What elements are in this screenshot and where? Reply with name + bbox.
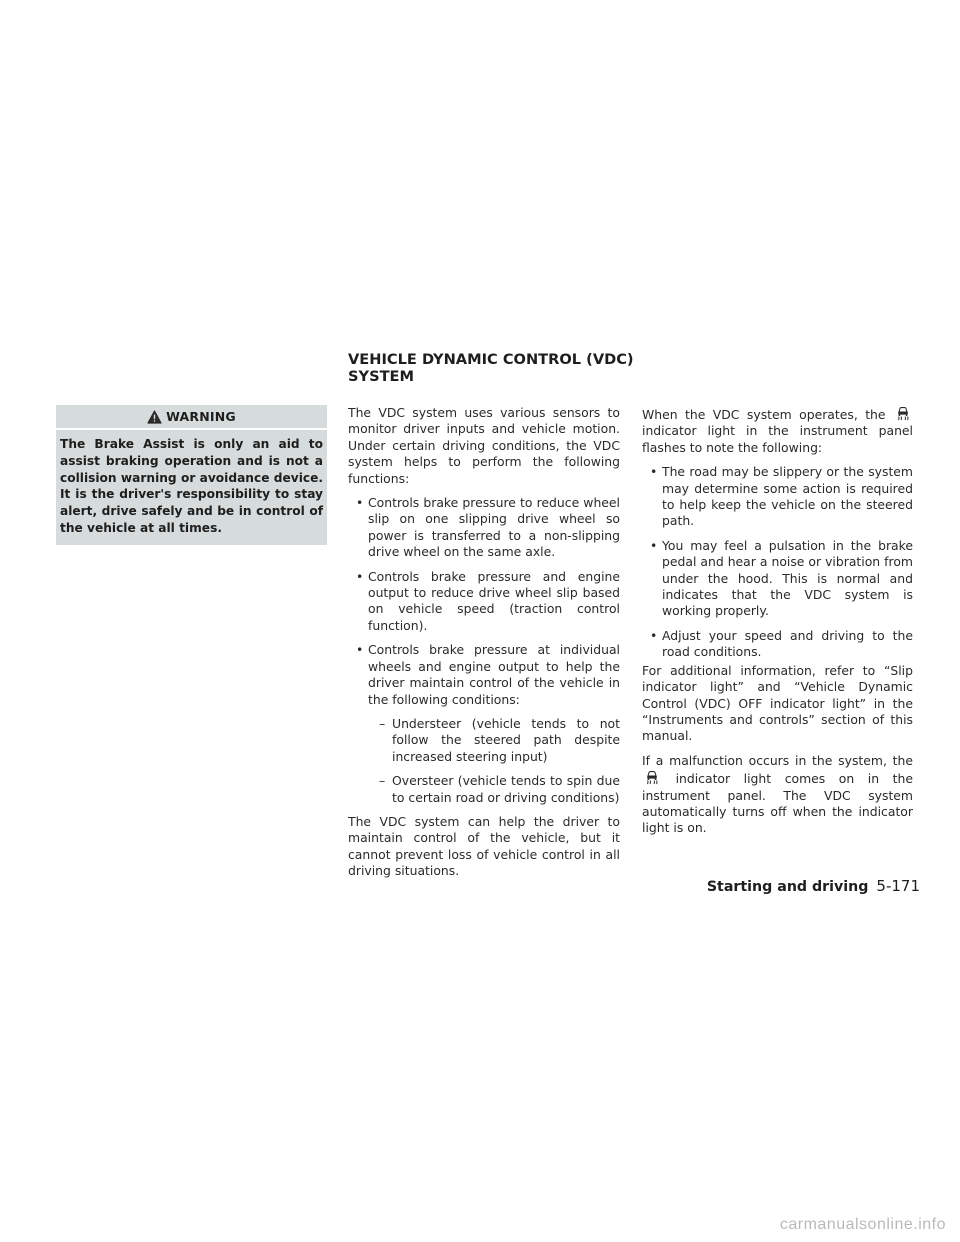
indicator-text-end: indicator light in the instrument panel flashes to note the following: xyxy=(642,423,913,455)
list-item: • Controls brake pressure and engine output to reduce drive wheel slip based on vehicle speed (traction control function). xyxy=(356,568,620,633)
watermark: carmanualsonline.info xyxy=(779,1216,946,1233)
malfunction-paragraph xyxy=(642,753,913,837)
warning-text: The Brake Assist is only an aid to assist braking operation and is not a collision warning or avoidance device. It is the driver's responsibility to stay alert, drive safely and be in control of the vehicle at all times. xyxy=(60,437,323,535)
list-item: • Controls brake pressure to reduce wheel slip on one slipping drive wheel so power is transferred to a non-slipping drive wheel on the same axle. xyxy=(356,495,620,560)
warning-triangle-icon xyxy=(147,410,162,424)
vehicle-slip-indicator-icon xyxy=(895,405,911,421)
sub-list-item: – Oversteer (vehicle tends to spin due to certain road or driving conditions) xyxy=(379,773,620,805)
warning-heading: WARNING xyxy=(166,409,236,424)
list-item-text: Controls brake pressure and engine output to reduce drive wheel slip based on vehicle speed (traction control function). xyxy=(368,568,620,633)
list-item-text: Controls brake pressure at individual wheels and engine output to help the driver maintain control of the vehicle in the following conditions: xyxy=(368,642,620,707)
warning-header xyxy=(56,405,327,428)
malfunction-text-start: If a malfunction occurs in the system, the xyxy=(642,752,913,768)
middle-column xyxy=(348,405,620,888)
closing-paragraph: The VDC system can help the driver to maintain control of the vehicle, but it cannot prevent loss of vehicle control in all driving situations. xyxy=(348,813,620,879)
warning-box xyxy=(56,405,327,545)
intro-paragraph: The VDC system uses various sensors to monitor driver inputs and vehicle motion. Under certain driving conditions, the VDC system helps to perform the following functions: xyxy=(348,405,620,486)
section-title: VEHICLE DYNAMIC CONTROL (VDC) SYSTEM xyxy=(348,351,634,385)
right-column xyxy=(642,405,913,845)
page-number: 5-171 xyxy=(876,877,920,895)
sub-list-item-text: Oversteer (vehicle tends to spin due to certain road or driving conditions) xyxy=(392,773,620,805)
sub-list-item-text: Understeer (vehicle tends to not follow the steered path despite increased steering input) xyxy=(392,715,620,764)
page-footer xyxy=(707,877,920,895)
list-item: • Adjust your speed and driving to the road conditions. xyxy=(650,627,913,660)
sub-list-item: – Understeer (vehicle tends to not follow the steered path despite increased steering input) xyxy=(379,715,620,764)
list-item-text: Adjust your speed and driving to the road conditions. xyxy=(662,627,913,660)
list-item-text: The road may be slippery or the system may determine some action is required to help keep the vehicle on the steered path. xyxy=(662,464,913,529)
indicator-paragraph xyxy=(642,405,913,456)
vehicle-slip-indicator-icon xyxy=(644,769,660,785)
indicator-text-start: When the VDC system operates, the xyxy=(642,407,886,422)
malfunction-text-end: indicator light comes on in the instrument panel. The VDC system automatically turns off when the indicator light is on. xyxy=(642,771,913,836)
footer-section-name: Starting and driving xyxy=(706,879,869,895)
list-item: • The road may be slippery or the system may determine some action is required to help keep the vehicle on the steered path. xyxy=(650,464,913,529)
list-item-text: Controls brake pressure to reduce wheel slip on one slipping drive wheel so power is transferred to a non-slipping drive wheel on the same axle. xyxy=(368,495,620,560)
list-item: • Controls brake pressure at individual wheels and engine output to help the driver maintain control of the vehicle in the following conditions: xyxy=(356,642,620,707)
list-item-text: You may feel a pulsation in the brake pedal and hear a noise or vibration from under the hood. This is normal and indicates that the VDC system is working properly. xyxy=(662,537,913,619)
reference-paragraph: For additional information, refer to “Slip indicator light” and “Vehicle Dynamic Control (VDC) OFF indicator light” in the “Instruments and controls” section of this manual. xyxy=(642,662,913,744)
list-item: • You may feel a pulsation in the brake pedal and hear a noise or vibration from under the hood. This is normal and indicates that the VDC system is working properly. xyxy=(650,537,913,619)
